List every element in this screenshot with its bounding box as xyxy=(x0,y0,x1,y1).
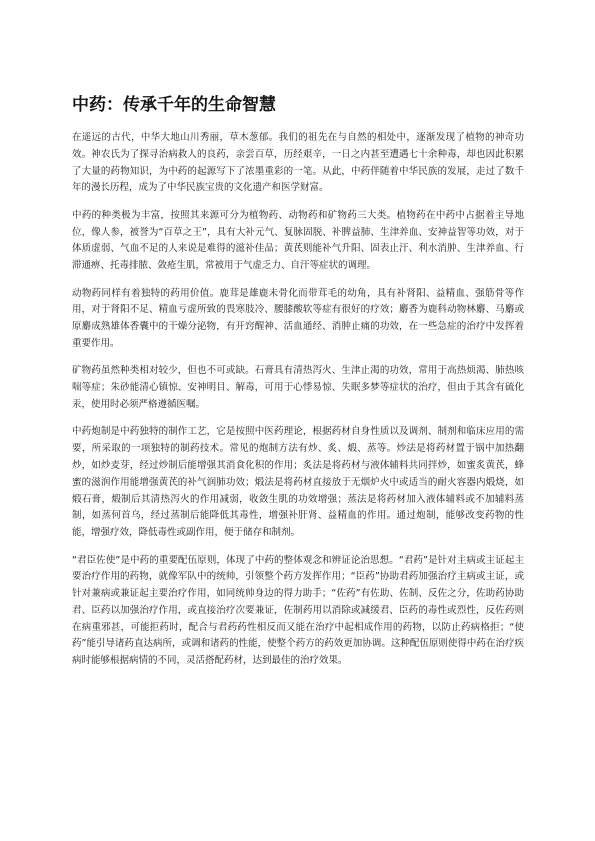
paragraph-processing: 中药炮制是中药独特的制作工艺，它是按照中医药理论，根据药材自身性质以及调剂、制剂和临床应用的需要，所采取的一项独特的制药技术。常见的炮制方法有炒、炙、煅、蒸等。炒法是将药材置于锅中加热翻炒，如炒麦芽，经过炒制后能增强其消食化积的作用；炙法是将药材与液体辅料共同拌炒，如蜜炙黄芪，蜂蜜的滋润作用能增强黄芪的补气润肺功效；煅法是将药材直接放于无烟炉火中或适当的耐火容器内煅烧，如煅石膏，煅制后其清热泻火的作用减弱，收敛生肌的功效增强；蒸法是将药材加入液体辅料或不加辅料蒸制，如蒸何首乌，经过蒸制后能降低其毒性，增强补肝肾、益精血的作用。通过炮制，能够改变药物的性能，增强疗效，降低毒性或副作用，便于储存和制剂。 xyxy=(72,426,524,539)
paragraph-types-herbal: 中药的种类极为丰富，按照其来源可分为植物药、动物药和矿物药三大类。植物药在中药中占据着主导地位，像人参，被誉为“百草之王”，具有大补元气、复脉固脱、补脾益肺、生津养血、安神益智等功效，对于体质虚弱、气血不足的人来说是难得的滋补佳品；黄芪则能补气升阳、固表止汗、利水消肿、生津养血、行滞通痹、托毒排脓、敛疮生肌，常被用于气虚乏力、自汗等症状的调理。 xyxy=(72,209,524,272)
paragraph-compatibility: “君臣佐使”是中药的重要配伍原则，体现了中药的整体观念和辨证论治思想。“君药”是针对主病或主证起主要治疗作用的药物，就像军队中的统帅，引领整个药方发挥作用；“臣药”协助君药加强治疗主病或主证，或针对兼病或兼证起主要治疗作用，如同统帅身边的得力助手；“佐药”有佐助、佐制、反佐之分，佐助药协助君、臣药以加强治疗作用，或直接治疗次要兼证，佐制药用以消除或减缓君、臣药的毒性或烈性，反佐药则在病重邪甚，可能拒药时，配合与君药药性相反而又能在治疗中起相成作用的药物，以防止药病格拒；“使药”能引导诸药直达病所，或调和诸药的性能，使整个药方的药效更加协调。这种配伍原则使得中药在治疗疾病时能够根据病情的不同，灵活搭配药材，达到最佳的治疗效果。 xyxy=(72,554,524,667)
page-title: 中药：传承千年的生命智慧 xyxy=(72,95,276,115)
paragraph-origin: 在遥远的古代，中华大地山川秀丽，草木葱郁。我们的祖先在与自然的相处中，逐渐发现了植物的神奇功效。神农氏为了探寻治病救人的良药，亲尝百草，历经艰辛，一日之内甚至遭遇七十余种毒，却也因此积累了大量的药物知识，为中药的起源写下了浓墨重彩的一笔。从此，中药伴随着中华民族的发展，走过了数千年的漫长历程，成为了中华民族宝贵的文化遗产和医学财富。 xyxy=(72,132,524,194)
paragraph-mineral-medicine: 矿物药虽然种类相对较少，但也不可或缺。石膏具有清热泻火、生津止渴的功效，常用于高热烦渴、肺热咳喘等症；朱砂能清心镇惊、安神明目、解毒，可用于心悸易惊、失眠多梦等症状的治疗，但由于其含有硫化汞，使用时必须严格遵循医嘱。 xyxy=(72,365,524,410)
article xyxy=(72,94,524,681)
paragraph-animal-medicine: 动物药同样有着独特的药用价值。鹿茸是雄鹿未骨化而带茸毛的幼角，具有补肾阳、益精血、强筋骨等作用，对于肾阳不足、精血亏虚所致的畏寒肢冷、腰膝酸软等症有很好的疗效；麝香为鹿科动物林麝、马麝或原麝成熟雄体香囊中的干燥分泌物，有开窍醒神、活血通经、消肿止痛的功效，在一些急症的治疗中发挥着重要作用。 xyxy=(72,287,524,349)
